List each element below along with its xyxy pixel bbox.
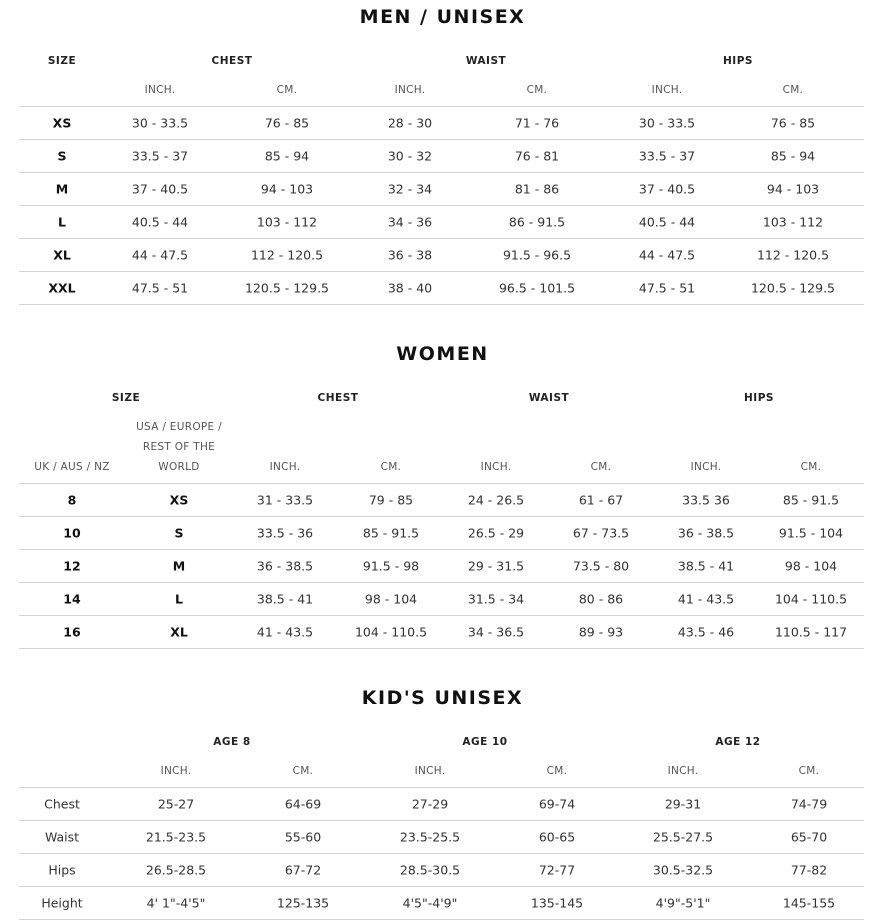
divider bbox=[19, 106, 864, 107]
women-table-cell: XS bbox=[169, 492, 189, 508]
kids-table-cell: 25.5-27.5 bbox=[652, 829, 714, 845]
women-unit-header: INCH. bbox=[269, 461, 301, 473]
kids-table-cell: 65-70 bbox=[790, 829, 828, 845]
kids-table-cell: 28.5-30.5 bbox=[399, 862, 461, 878]
men-table-cell: 76 - 85 bbox=[264, 115, 310, 131]
kids-table-cell: 25-27 bbox=[157, 796, 195, 812]
women-hips-header: HIPS bbox=[744, 392, 774, 404]
women-unit-header: CM. bbox=[380, 461, 402, 473]
men-table-cell: M bbox=[55, 181, 69, 197]
women-uk-size-header: UK / AUS / NZ bbox=[34, 461, 110, 473]
women-table-cell: 33.5 36 bbox=[682, 492, 730, 508]
kids-table-cell: 67-72 bbox=[284, 862, 322, 878]
women-table-cell: 67 - 73.5 bbox=[572, 525, 630, 541]
kids-table-cell: 60-65 bbox=[538, 829, 576, 845]
divider bbox=[19, 820, 864, 821]
men-unit-header: INCH. bbox=[144, 84, 176, 96]
divider bbox=[19, 787, 864, 788]
divider bbox=[19, 172, 864, 173]
kids-age-header: AGE 12 bbox=[715, 736, 761, 748]
men-table-cell: 120.5 - 129.5 bbox=[750, 280, 836, 296]
women-table-cell: 12 bbox=[63, 558, 81, 574]
women-usa-size-header: USA / EUROPE / REST OF THE WORLD bbox=[136, 421, 222, 473]
divider bbox=[19, 549, 864, 550]
divider bbox=[19, 205, 864, 206]
women-table-cell: 98 - 104 bbox=[784, 558, 838, 574]
women-chest-header: CHEST bbox=[317, 392, 359, 404]
women-table-cell: 110.5 - 117 bbox=[774, 624, 848, 640]
divider bbox=[19, 516, 864, 517]
kids-table-cell: 30.5-32.5 bbox=[652, 862, 714, 878]
men-table-cell: 103 - 112 bbox=[762, 214, 824, 230]
women-unit-header: INCH. bbox=[690, 461, 722, 473]
men-table-cell: 112 - 120.5 bbox=[250, 247, 324, 263]
men-table-cell: 112 - 120.5 bbox=[756, 247, 830, 263]
kids-table-cell: Height bbox=[41, 895, 83, 911]
divider bbox=[19, 271, 864, 272]
women-table-cell: 31 - 33.5 bbox=[256, 492, 314, 508]
women-table-cell: 85 - 91.5 bbox=[782, 492, 840, 508]
men-table-cell: S bbox=[57, 148, 67, 164]
women-table-cell: 36 - 38.5 bbox=[256, 558, 314, 574]
kids-table-cell: 125-135 bbox=[276, 895, 330, 911]
kids-age-header: AGE 10 bbox=[462, 736, 508, 748]
men-table-cell: 44 - 47.5 bbox=[638, 247, 696, 263]
men-table-cell: 103 - 112 bbox=[256, 214, 318, 230]
kids-table-cell: 74-79 bbox=[790, 796, 828, 812]
men-table-cell: 28 - 30 bbox=[387, 115, 433, 131]
women-table-cell: 10 bbox=[63, 525, 81, 541]
men-table-cell: 38 - 40 bbox=[387, 280, 433, 296]
men-table-cell: XL bbox=[53, 247, 71, 263]
men-table-cell: 36 - 38 bbox=[387, 247, 433, 263]
women-table-cell: 38.5 - 41 bbox=[677, 558, 735, 574]
women-unit-header: INCH. bbox=[480, 461, 512, 473]
men-unit-header: CM. bbox=[526, 84, 548, 96]
men-table-cell: 30 - 33.5 bbox=[131, 115, 189, 131]
divider bbox=[19, 615, 864, 616]
men-table-cell: 32 - 34 bbox=[387, 181, 433, 197]
kids-table-cell: 77-82 bbox=[790, 862, 828, 878]
kids-unit-header: CM. bbox=[292, 765, 314, 777]
men-unit-header: INCH. bbox=[394, 84, 426, 96]
kids-table-cell: 29-31 bbox=[664, 796, 702, 812]
kids-table-cell: 135-145 bbox=[530, 895, 584, 911]
women-table-cell: 41 - 43.5 bbox=[677, 591, 735, 607]
men-table-cell: 71 - 76 bbox=[514, 115, 560, 131]
kids-unit-header: INCH. bbox=[160, 765, 192, 777]
men-table-cell: 86 - 91.5 bbox=[508, 214, 566, 230]
men-table-cell: 37 - 40.5 bbox=[638, 181, 696, 197]
kids-table-cell: 72-77 bbox=[538, 862, 576, 878]
women-unit-header: CM. bbox=[590, 461, 612, 473]
divider bbox=[19, 483, 864, 484]
men-section-title: MEN / UNISEX bbox=[359, 6, 526, 28]
men-table-cell: 30 - 32 bbox=[387, 148, 433, 164]
kids-unit-header: CM. bbox=[546, 765, 568, 777]
women-size-header: SIZE bbox=[111, 392, 141, 404]
kids-table-cell: 55-60 bbox=[284, 829, 322, 845]
women-table-cell: M bbox=[172, 558, 186, 574]
men-table-cell: 33.5 - 37 bbox=[131, 148, 189, 164]
women-table-cell: L bbox=[175, 591, 183, 607]
men-table-cell: 85 - 94 bbox=[770, 148, 816, 164]
men-table-cell: XS bbox=[52, 115, 72, 131]
men-table-cell: XXL bbox=[48, 280, 76, 296]
kids-section-title: KID'S UNISEX bbox=[361, 687, 524, 709]
women-table-cell: 85 - 91.5 bbox=[362, 525, 420, 541]
women-table-cell: 79 - 85 bbox=[368, 492, 414, 508]
women-table-cell: 104 - 110.5 bbox=[774, 591, 848, 607]
divider bbox=[19, 238, 864, 239]
men-table-cell: 76 - 85 bbox=[770, 115, 816, 131]
men-table-cell: L bbox=[58, 214, 66, 230]
kids-table-cell: 23.5-25.5 bbox=[399, 829, 461, 845]
kids-table-cell: 21.5-23.5 bbox=[145, 829, 207, 845]
divider bbox=[19, 139, 864, 140]
women-table-cell: 36 - 38.5 bbox=[677, 525, 735, 541]
women-table-cell: 43.5 - 46 bbox=[677, 624, 735, 640]
kids-table-cell: 69-74 bbox=[538, 796, 576, 812]
men-table-cell: 44 - 47.5 bbox=[131, 247, 189, 263]
kids-table-cell: Chest bbox=[44, 796, 80, 812]
kids-table-cell: 4'9"-5'1" bbox=[655, 895, 711, 911]
kids-unit-header: INCH. bbox=[414, 765, 446, 777]
women-table-cell: 8 bbox=[67, 492, 77, 508]
women-table-cell: 33.5 - 36 bbox=[256, 525, 314, 541]
women-section-title: WOMEN bbox=[396, 343, 489, 365]
divider bbox=[19, 582, 864, 583]
women-table-cell: 91.5 - 98 bbox=[362, 558, 420, 574]
women-table-cell: 41 - 43.5 bbox=[256, 624, 314, 640]
women-table-cell: 61 - 67 bbox=[578, 492, 624, 508]
women-table-cell: 89 - 93 bbox=[578, 624, 624, 640]
kids-age-header: AGE 8 bbox=[213, 736, 251, 748]
women-unit-header: CM. bbox=[800, 461, 822, 473]
women-table-cell: S bbox=[174, 525, 184, 541]
kids-table-cell: Hips bbox=[48, 862, 76, 878]
men-chest-header: CHEST bbox=[211, 55, 253, 67]
men-table-cell: 33.5 - 37 bbox=[638, 148, 696, 164]
kids-table-cell: 26.5-28.5 bbox=[145, 862, 207, 878]
men-table-cell: 40.5 - 44 bbox=[638, 214, 696, 230]
kids-unit-header: INCH. bbox=[667, 765, 699, 777]
kids-table-cell: Waist bbox=[44, 829, 80, 845]
women-table-cell: 16 bbox=[63, 624, 81, 640]
kids-table-cell: 27-29 bbox=[411, 796, 449, 812]
men-table-cell: 94 - 103 bbox=[766, 181, 820, 197]
men-table-cell: 76 - 81 bbox=[514, 148, 560, 164]
divider bbox=[19, 648, 864, 649]
men-size-header: SIZE bbox=[47, 55, 77, 67]
kids-table-cell: 4'5"-4'9" bbox=[402, 895, 458, 911]
women-table-cell: 26.5 - 29 bbox=[467, 525, 525, 541]
women-table-cell: XL bbox=[170, 624, 188, 640]
men-table-cell: 47.5 - 51 bbox=[638, 280, 696, 296]
men-table-cell: 37 - 40.5 bbox=[131, 181, 189, 197]
men-unit-header: INCH. bbox=[651, 84, 683, 96]
men-table-cell: 120.5 - 129.5 bbox=[244, 280, 330, 296]
women-table-cell: 80 - 86 bbox=[578, 591, 624, 607]
women-table-cell: 91.5 - 104 bbox=[778, 525, 844, 541]
men-unit-header: CM. bbox=[276, 84, 298, 96]
men-table-cell: 91.5 - 96.5 bbox=[502, 247, 572, 263]
men-table-cell: 30 - 33.5 bbox=[638, 115, 696, 131]
divider bbox=[19, 853, 864, 854]
men-unit-header: CM. bbox=[782, 84, 804, 96]
men-waist-header: WAIST bbox=[465, 55, 507, 67]
women-table-cell: 73.5 - 80 bbox=[572, 558, 630, 574]
women-waist-header: WAIST bbox=[528, 392, 570, 404]
kids-table-cell: 145-155 bbox=[782, 895, 836, 911]
kids-unit-header: CM. bbox=[798, 765, 820, 777]
men-table-cell: 40.5 - 44 bbox=[131, 214, 189, 230]
women-table-cell: 98 - 104 bbox=[364, 591, 418, 607]
women-table-cell: 29 - 31.5 bbox=[467, 558, 525, 574]
divider bbox=[19, 886, 864, 887]
kids-table-cell: 64-69 bbox=[284, 796, 322, 812]
men-table-cell: 34 - 36 bbox=[387, 214, 433, 230]
divider bbox=[19, 304, 864, 305]
women-table-cell: 14 bbox=[63, 591, 81, 607]
women-table-cell: 31.5 - 34 bbox=[467, 591, 525, 607]
women-table-cell: 104 - 110.5 bbox=[354, 624, 428, 640]
divider bbox=[19, 919, 864, 920]
men-table-cell: 81 - 86 bbox=[514, 181, 560, 197]
men-table-cell: 85 - 94 bbox=[264, 148, 310, 164]
kids-table-cell: 4' 1"-4'5" bbox=[146, 895, 206, 911]
women-table-cell: 24 - 26.5 bbox=[467, 492, 525, 508]
men-hips-header: HIPS bbox=[723, 55, 753, 67]
men-table-cell: 94 - 103 bbox=[260, 181, 314, 197]
men-table-cell: 47.5 - 51 bbox=[131, 280, 189, 296]
men-table-cell: 96.5 - 101.5 bbox=[498, 280, 576, 296]
women-table-cell: 34 - 36.5 bbox=[467, 624, 525, 640]
women-table-cell: 38.5 - 41 bbox=[256, 591, 314, 607]
